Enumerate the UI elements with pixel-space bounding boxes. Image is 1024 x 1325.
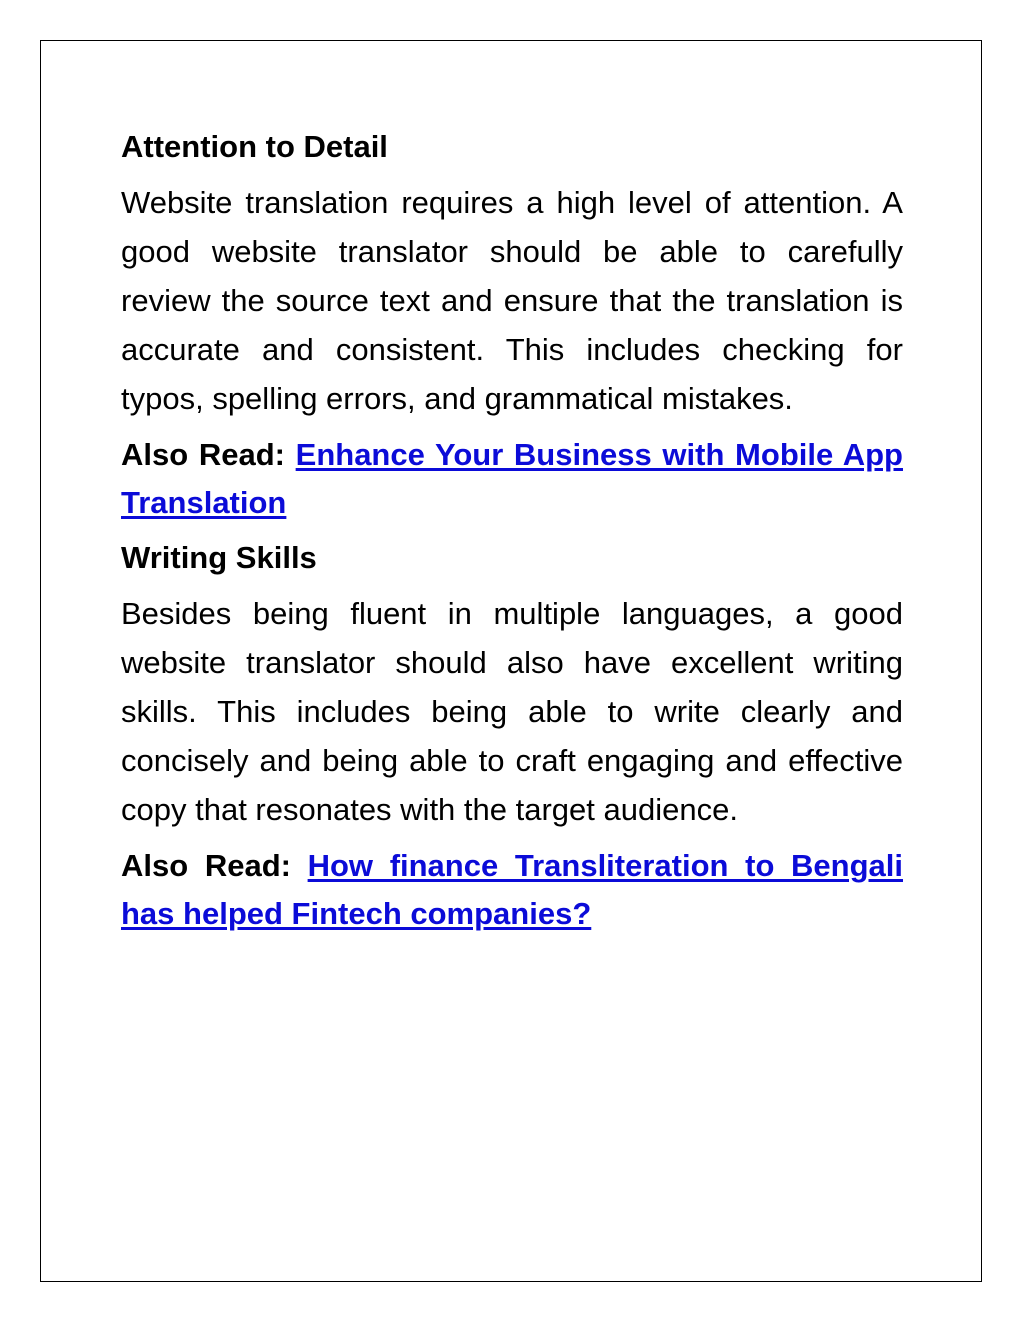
also-read-link-mobile-app-translation[interactable]: Enhance Your Business with Mobile App Translation	[121, 437, 903, 520]
also-read-line-1	[121, 431, 903, 527]
also-read-line-2	[121, 842, 903, 938]
also-read-link-finance-transliteration[interactable]: How finance Transliteration to Bengali has helped Fintech companies?	[121, 848, 903, 931]
section-body-writing-skills: Besides being fluent in multiple languages, a good website translator should also have excellent writing skills. This includes being able to write clearly and concisely and being able to craft engaging and effective copy that resonates with the target audience.	[121, 596, 903, 827]
also-read-label: Also Read:	[121, 848, 291, 883]
document-content	[121, 124, 903, 946]
section-heading-writing-skills: Writing Skills	[121, 540, 317, 575]
section-heading-attention-to-detail: Attention to Detail	[121, 129, 388, 164]
also-read-label: Also Read:	[121, 437, 285, 472]
section-body-attention-to-detail: Website translation requires a high level of attention. A good website translator should be able to carefully review the source text and ensure that the translation is accurate and consistent. This includes checking for typos, spelling errors, and grammatical mistakes.	[121, 185, 903, 416]
